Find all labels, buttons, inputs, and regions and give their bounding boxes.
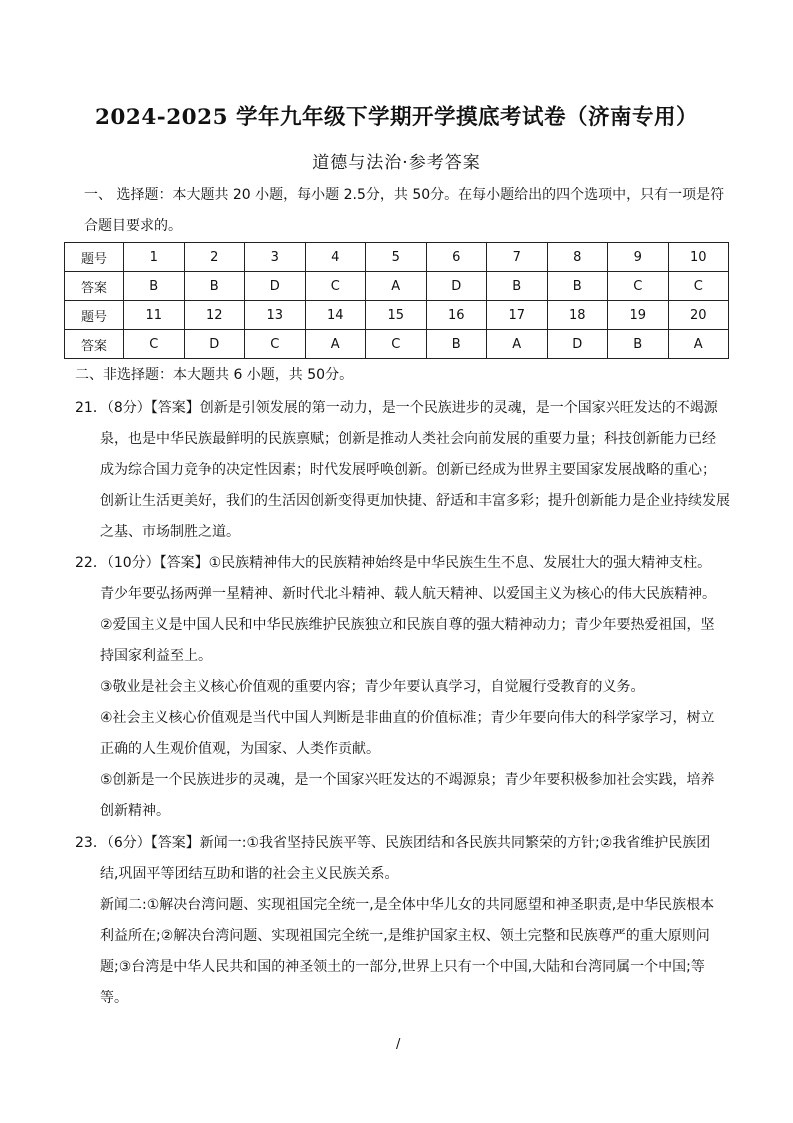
answer-line: 利益所在;②解决台湾问题、实现祖国完全统一,是维护国家主权、领土完整和民族尊严的重大原则问 (100, 928, 710, 944)
section2-heading: 二、非选择题：本大题共 6 小题，共 50分。 (75, 367, 354, 383)
table-cell: 11 (124, 301, 185, 330)
answer-line: 泉，也是中华民族最鲜明的民族禀赋；创新是推动人类社会向前发展的重要力量；科技创新能力已经 (100, 431, 716, 447)
question-21 (75, 393, 731, 548)
answer-line: ④社会主义核心价值观是当代中国人判断是非曲直的价值标准；青少年要向伟大的科学家学习，树立 (100, 710, 715, 726)
answer-line: 新闻二:①解决台湾问题、实现祖国完全统一,是全体中华儿女的共同愿望和神圣职责,是中华民族根本 (100, 897, 715, 913)
answer-line: 之基、市场制胜之道。 (100, 524, 240, 540)
table-cell: C (245, 330, 306, 359)
table-cell: 3 (245, 243, 306, 272)
answer-table (64, 242, 729, 359)
table-cell: D (245, 272, 306, 301)
table-cell: 9 (608, 243, 669, 272)
page-title: 2024-2025 学年九年级下学期开学摸底考试卷（济南专用） (94, 105, 699, 130)
page-number: / (396, 1037, 401, 1052)
table-cell: 5 (366, 243, 427, 272)
section1-line: 合题目要求的。 (84, 218, 182, 234)
answer-line: ⑤创新是一个民族进步的灵魂，是一个国家兴旺发达的不竭源泉；青少年要积极参加社会实践，培养 (100, 772, 715, 788)
answer-line: 青少年要弘扬两弹一星精神、新时代北斗精神、载人航天精神、以爱国主义为核心的伟大民族精神。 (100, 586, 716, 602)
table-cell: 7 (487, 243, 548, 272)
answer-line: 创新精神。 (100, 803, 170, 819)
row-label-question: 题号 (65, 243, 124, 272)
table-cell: B (184, 272, 245, 301)
table-cell: C (305, 272, 366, 301)
answer-line: 23．（6分）【答案】新闻一:①我省坚持民族平等、民族团结和各民族共同繁荣的方针;②我省维护民族团 (75, 835, 711, 851)
table-cell: 18 (547, 301, 608, 330)
row-label-answer: 答案 (65, 330, 124, 359)
section1-instructions (64, 180, 731, 242)
answer-line: 21．（8分）【答案】创新是引领发展的第一动力，是一个民族进步的灵魂，是一个国家兴旺发达的不竭源 (75, 400, 718, 416)
table-cell: A (668, 330, 729, 359)
answer-line: 题;③台湾是中华人民共和国的神圣领土的一部分,世界上只有一个中国,大陆和台湾同属一个中国;等 (100, 959, 705, 975)
table-cell: B (547, 272, 608, 301)
table-cell: B (608, 330, 669, 359)
question-23 (75, 828, 731, 1014)
row-label-question: 题号 (65, 301, 124, 330)
table-cell: 1 (124, 243, 185, 272)
table-row (65, 243, 729, 272)
table-row (65, 301, 729, 330)
table-cell: 10 (668, 243, 729, 272)
question-22 (75, 548, 731, 827)
table-cell: 6 (426, 243, 487, 272)
table-cell: 20 (668, 301, 729, 330)
answer-line: 持国家利益至上。 (100, 648, 212, 664)
row-label-answer: 答案 (65, 272, 124, 301)
table-row (65, 272, 729, 301)
answer-line: ②爱国主义是中国人民和中华民族维护民族独立和民族自尊的强大精神动力；青少年要热爱祖国，坚 (100, 617, 715, 633)
table-cell: C (608, 272, 669, 301)
table-cell: D (426, 272, 487, 301)
table-cell: 14 (305, 301, 366, 330)
answer-line: 22．（10分）【答案】①民族精神伟大的民族精神始终是中华民族生生不息、发展壮大的强大精神支柱。 (75, 555, 712, 571)
table-cell: A (305, 330, 366, 359)
table-cell: B (124, 272, 185, 301)
table-cell: 2 (184, 243, 245, 272)
table-cell: D (184, 330, 245, 359)
table-cell: B (487, 272, 548, 301)
section1-line: 一、 选择题：本大题共 20 小题，每小题 2.5分，共 50分。在每小题给出的四个选项中，只有一项是符 (84, 187, 725, 203)
answer-line: 结,巩固平等团结互助和谐的社会主义民族关系。 (100, 866, 399, 882)
answer-line: 创新让生活更美好，我们的生活因创新变得更加快捷、舒适和丰富多彩；提升创新能力是企业持续发展 (100, 493, 730, 509)
answer-line: ③敬业是社会主义核心价值观的重要内容；青少年要认真学习，自觉履行受教育的义务。 (100, 679, 645, 695)
table-cell: 12 (184, 301, 245, 330)
table-cell: 4 (305, 243, 366, 272)
table-cell: 13 (245, 301, 306, 330)
table-cell: 15 (366, 301, 427, 330)
table-row (65, 330, 729, 359)
table-cell: C (366, 330, 427, 359)
answer-line: 等。 (100, 990, 128, 1006)
table-cell: A (366, 272, 427, 301)
table-cell: 16 (426, 301, 487, 330)
table-cell: C (668, 272, 729, 301)
answer-line: 正确的人生观价值观，为国家、人类作贡献。 (100, 741, 380, 757)
table-cell: 8 (547, 243, 608, 272)
answer-line: 成为综合国力竞争的决定性因素；时代发展呼唤创新。创新已经成为世界主要国家发展战略的重心； (100, 462, 716, 478)
table-cell: B (426, 330, 487, 359)
table-cell: C (124, 330, 185, 359)
table-cell: 19 (608, 301, 669, 330)
table-cell: A (487, 330, 548, 359)
page-subtitle: 道德与法治·参考答案 (312, 153, 481, 173)
table-cell: D (547, 330, 608, 359)
table-cell: 17 (487, 301, 548, 330)
